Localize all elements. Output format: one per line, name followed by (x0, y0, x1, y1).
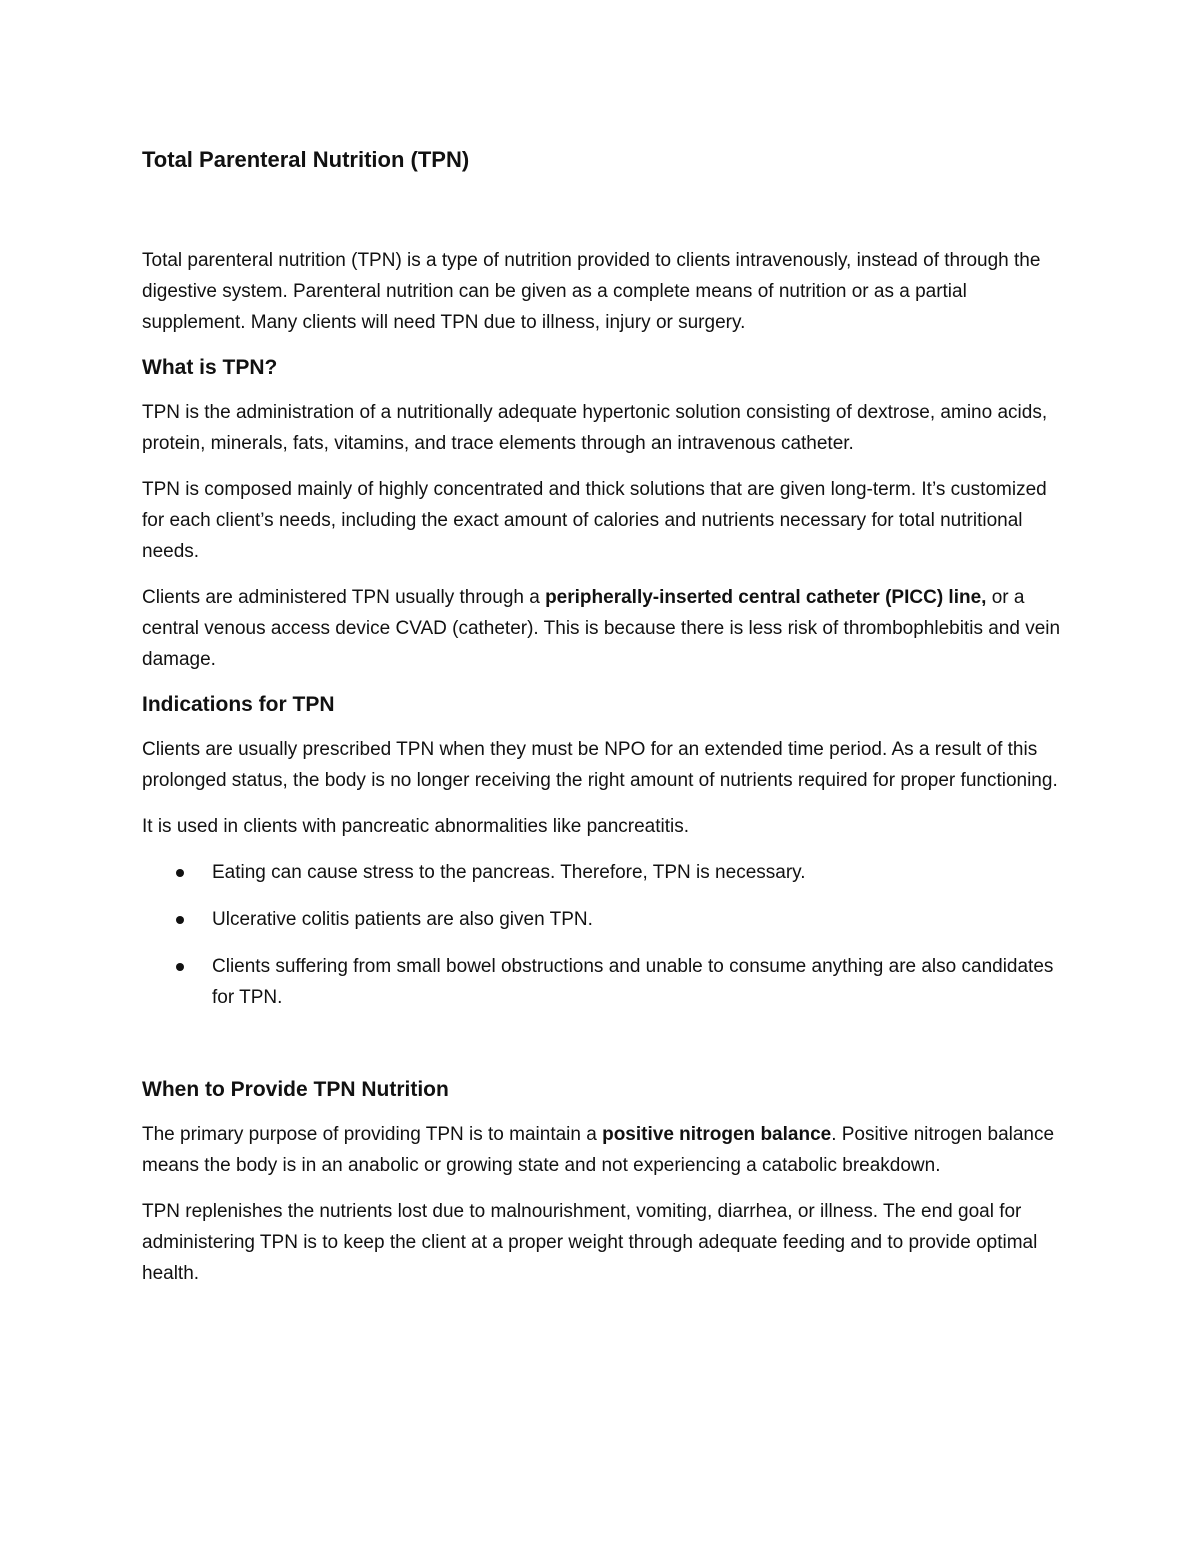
document-body (142, 145, 1072, 1304)
section-spacer (142, 1029, 1072, 1075)
when-to-provide-paragraph-2: TPN replenishes the nutrients lost due to malnourishment, vomiting, diarrhea, or illness. The end goal for administering TPN is to keep the client at a proper weight through adequate feeding and to provide optimal health. (142, 1201, 1038, 1284)
list-item (142, 951, 1072, 1013)
list-item (142, 904, 1072, 935)
list-item-text: Eating can cause stress to the pancreas. Therefore, TPN is necessary. (212, 862, 806, 883)
indications-paragraph-2: It is used in clients with pancreatic abnormalities like pancreatitis. (142, 816, 690, 837)
section-heading-when-to-provide: When to Provide TPN Nutrition (142, 1078, 449, 1101)
picc-line-emphasis: peripherally-inserted central catheter (PICC) line, (545, 587, 987, 608)
bullet-icon (176, 869, 184, 877)
indications-bullet-list (142, 857, 1072, 1013)
section-heading-what-is-tpn: What is TPN? (142, 356, 278, 379)
indications-paragraph-1: Clients are usually prescribed TPN when they must be NPO for an extended time period. As a result of this prolonged status, the body is no longer receiving the right amount of nutrients required for proper functioning. (142, 739, 1058, 791)
what-is-p3-text-after: or a central venous access device CVAD (catheter). This is because there is less risk of thrombophlebitis and vein damage. (142, 587, 1061, 670)
section-heading-indications: Indications for TPN (142, 693, 335, 716)
document-title: Total Parenteral Nutrition (TPN) (142, 147, 470, 172)
nitrogen-balance-emphasis: positive nitrogen balance (602, 1124, 832, 1145)
bullet-icon (176, 916, 184, 924)
when-p1-text-after: . Positive nitrogen balance means the body is in an anabolic or growing state and not experiencing a catabolic breakdown. (142, 1124, 1055, 1176)
list-item-text: Clients suffering from small bowel obstructions and unable to consume anything are also candidates for TPN. (212, 956, 1054, 1008)
when-to-provide-paragraph-1 (142, 1119, 1072, 1181)
what-is-paragraph-1: TPN is the administration of a nutritionally adequate hypertonic solution consisting of dextrose, amino acids, protein, minerals, fats, vitamins, and trace elements through an intravenous catheter. (142, 402, 1048, 454)
bullet-icon (176, 963, 184, 971)
list-item (142, 857, 1072, 888)
when-p1-text-before: The primary purpose of providing TPN is to maintain a (142, 1124, 603, 1145)
list-item-text: Ulcerative colitis patients are also given TPN. (212, 909, 593, 930)
what-is-paragraph-3 (142, 582, 1072, 675)
what-is-paragraph-2: TPN is composed mainly of highly concentrated and thick solutions that are given long-term. It’s customized for each client’s needs, including the exact amount of calories and nutrients necessary for total nutritional needs. (142, 479, 1047, 562)
intro-paragraph: Total parenteral nutrition (TPN) is a type of nutrition provided to clients intravenously, instead of through the digestive system. Parenteral nutrition can be given as a complete means of nutrition or as a partial supplement. Many clients will need TPN due to illness, injury or surgery. (142, 250, 1041, 333)
what-is-p3-text-before: Clients are administered TPN usually through a (142, 587, 546, 608)
